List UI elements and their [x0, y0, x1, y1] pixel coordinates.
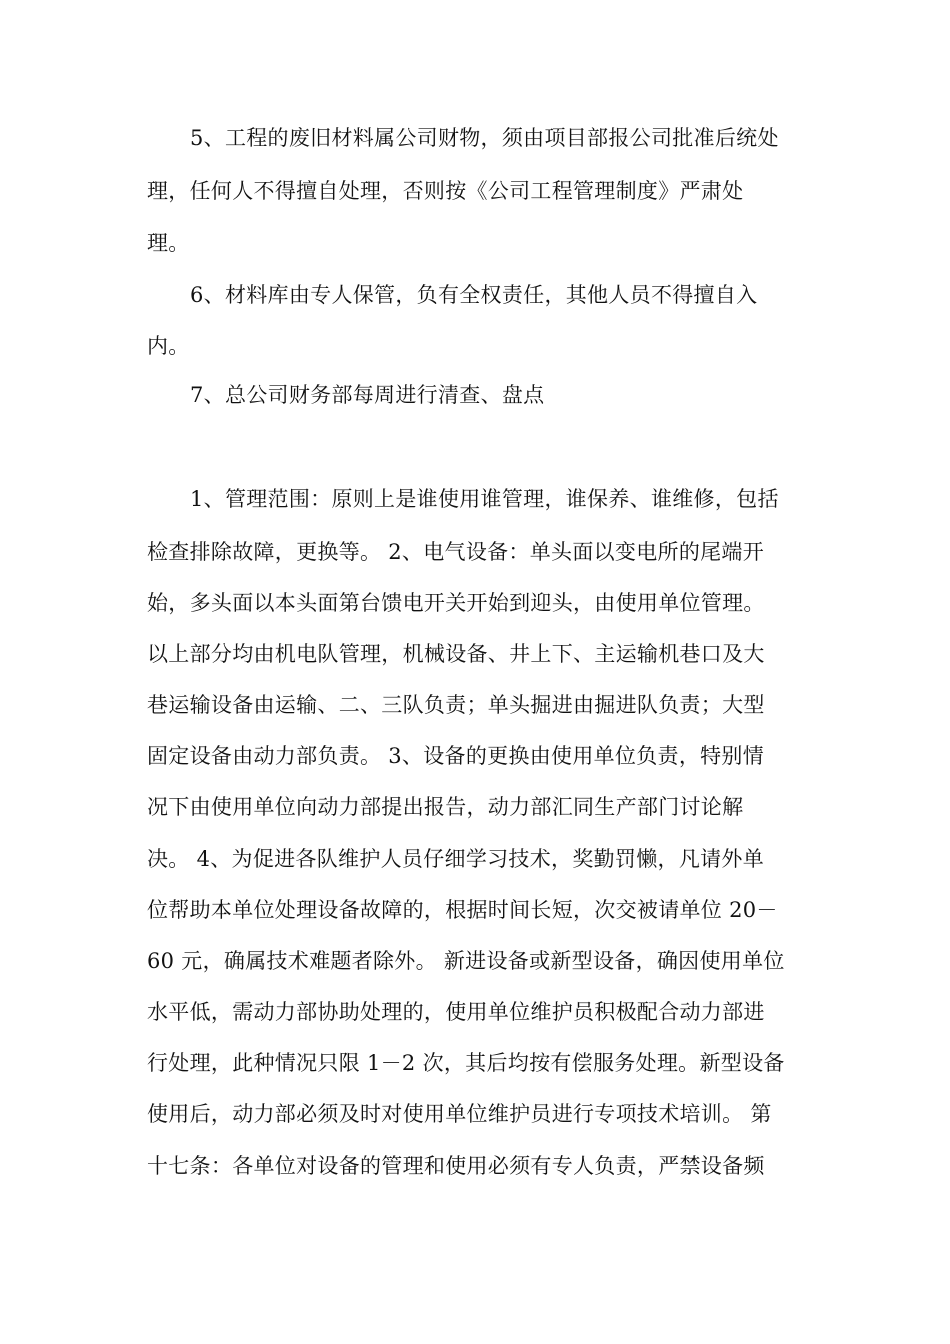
text-line: 60 元，确属技术难题者除外。 新进设备或新型设备，确因使用单位: [147, 949, 785, 973]
text-line: 十七条：各单位对设备的管理和使用必须有专人负责，严禁设备频: [147, 1154, 765, 1178]
text-line: 6、材料库由专人保管，负有全权责任，其他人员不得擅自入: [190, 283, 758, 307]
text-line: 水平低，需动力部协助处理的，使用单位维护员积极配合动力部进: [147, 1000, 765, 1024]
text-line: 7、总公司财务部每周进行清查、盘点: [190, 383, 545, 407]
text-line: 理，任何人不得擅自处理，否则按《公司工程管理制度》严肃处: [147, 179, 744, 203]
text-line: 以上部分均由机电队管理，机械设备、井上下、主运输机巷口及大: [147, 642, 765, 666]
text-line: 使用后，动力部必须及时对使用单位维护员进行专项技术培训。 第: [147, 1102, 772, 1126]
text-line: 始，多头面以本头面第台馈电开关开始到迎头，由使用单位管理。: [147, 591, 765, 615]
text-line: 固定设备由动力部负责。 3、设备的更换由使用单位负责，特别情: [147, 744, 765, 768]
text-line: 理。: [147, 231, 190, 255]
text-line: 检查排除故障，更换等。 2、电气设备：单头面以变电所的尾端开: [147, 540, 765, 564]
text-line: 位帮助本单位处理设备故障的，根据时间长短，次交被请单位 20－: [147, 898, 778, 922]
text-line: 行处理，此种情况只限 1－2 次，其后均按有偿服务处理。新型设备: [147, 1051, 785, 1075]
text-line: 况下由使用单位向动力部提出报告，动力部汇同生产部门讨论解: [147, 795, 744, 819]
text-line: 1、管理范围：原则上是谁使用谁管理，谁保养、谁维修，包括: [190, 487, 779, 511]
text-line: 决。 4、为促进各队维护人员仔细学习技术，奖勤罚懒，凡请外单: [147, 847, 765, 871]
text-line: 巷运输设备由运输、二、三队负责；单头掘进由掘进队负责；大型: [147, 693, 765, 717]
text-line: 内。: [147, 334, 190, 358]
text-line: 5、工程的废旧材料属公司财物，须由项目部报公司批准后统处: [190, 126, 779, 150]
